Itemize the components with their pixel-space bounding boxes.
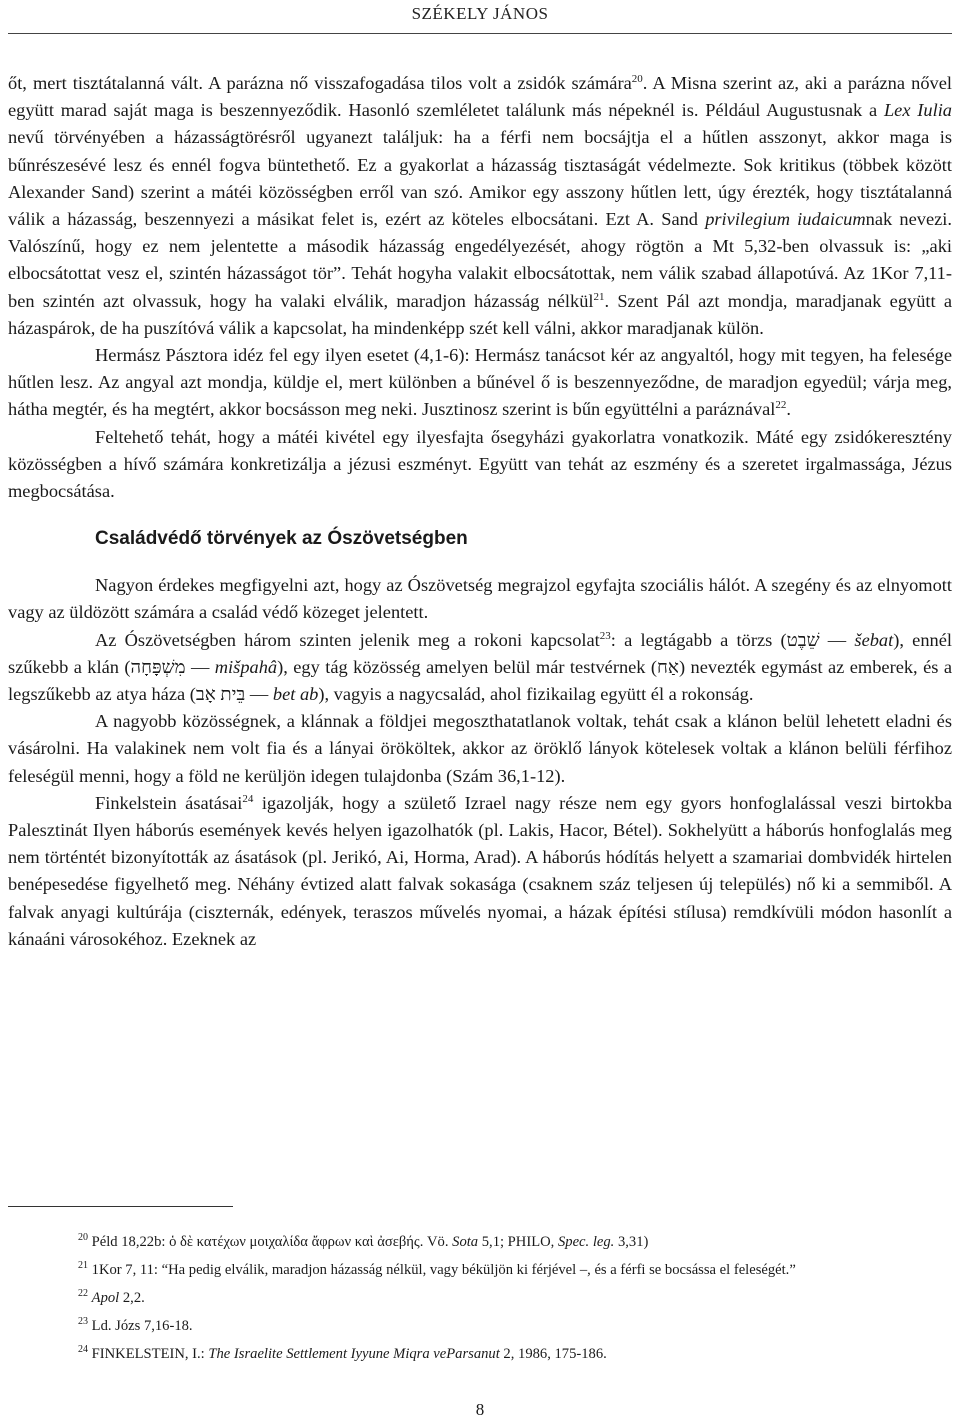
text-run: ), ennél szűkebb a klán ( <box>8 629 952 677</box>
text-run: nak nevezi. Valószínű, hogy ez nem jelentette a második házasság engedélyezését, ahogy rögtön a Mt 5,32-ben olvassuk is: „aki elbocsátottat vesz el, szintén házasságot tör”. Tehát hogyha valakit elbocsátottak, nem válik szabad állapotúvá. Az 1Kor 7,11-ben szintén azt olvassuk, hogy ha valaki elválik, maradjon házasság nélkül <box>8 209 952 311</box>
text-run: Finkelstein ásatásai <box>95 792 243 813</box>
paragraph <box>8 342 952 424</box>
header-rule <box>8 33 952 34</box>
text-run: 5,1; PHILO, <box>478 1234 558 1250</box>
text-run: igazolják, hogy a születő Izrael nagy része nem egy gyors honfoglalással veszi birtokba Palesztinát Ilyen háborús események kevés helyen igazolhatók (pl. Lakis, Hacor, Bétel). Sokhelyütt a háborús honfoglalás meg nem történtét bizonyították az ásatások (pl. Jerikó, Ai, Horma, Arad). A háborús hódítás helyett a szamariai dombvidék hirtelen benépesedése figyelhető meg. Néhány évtized alatt falvak sokasága (csaknem száz teljesen új település) nő ki a semmiből. A falvak anyagi kultúrája (ciszternák, edények, teraszos művelés nyomai, a házak építési stílusa) remdkívüli módon hasonlít a kánaáni városokéhoz. Ezeknek az <box>8 792 953 949</box>
footnote-number: 23 <box>78 1316 88 1328</box>
footnote-ref[interactable]: 22 <box>775 399 787 412</box>
text-run: Az Ószövetségben három szinten jelenik meg a rokoni kapcsolat <box>95 629 600 650</box>
footnote-number: 24 <box>78 1344 88 1356</box>
text-run: — <box>819 629 855 650</box>
transliteration: bet ab <box>272 684 319 705</box>
text-run: Péld 18,22b: <box>88 1234 170 1250</box>
text-run: A nagyobb közösségnek, a klánnak a földjei megoszthatatlanok voltak, tehát csak a klánon belül lehetett eladni és vásárolni. Ha valakinek nem volt fia és a lányai örököltek, akkor az öröklő lányok kötelesek voltak a klánon belüli férfihoz feleségül menni, hogy a föld ne kerüljön idegen tulajdonba (Szám 36,1-12). <box>8 711 952 786</box>
text-run: . Vö. <box>419 1234 453 1250</box>
footnote-23 <box>8 1316 952 1337</box>
running-head: SZÉKELY JÁNOS <box>411 4 549 23</box>
text-run: ) nevezték egymást az emberek, és a legszűkebb az atya háza ( <box>8 656 952 705</box>
text-run: . Szent Pál azt mondja, maradjanak együtt a házaspárok, de ha puszítóvá válik a kapcsolat, ha mindenképp szét kell válni, akkor maradjanak külön. <box>8 290 952 338</box>
text-run: Nagyon érdekes megfigyelni azt, hogy az Ószövetség megrajzol egyfajta szociális hálót. A szegény és az elnyomott vagy az üldözött számára a család védő közeget jelentett. <box>8 575 952 623</box>
footnote-ref[interactable]: 20 <box>631 72 643 85</box>
footnote-number: 20 <box>78 1232 88 1244</box>
text-run: Hermász Pásztora idéz fel egy ilyen esetet (4,1-6): Hermász tanácsot kér az angyaltól, hogy mit tegyen, ha felesége hűtlen lesz. Az angyal azt mondja, küldje el, mert különben a bűnével ő is beszennyeződne, de maradjon egyedül; várja meg, hátha megtér, és ha megtért, akkor bocsásson meg neki. Jusztinosz szerint is bűn együttélni a paráznával <box>8 345 952 420</box>
footnote-21 <box>8 1260 952 1281</box>
footnote-24 <box>8 1344 952 1365</box>
footnote-20 <box>8 1232 952 1253</box>
text-run: — <box>245 684 273 705</box>
text-run: FINKELSTEIN, I.: <box>88 1346 209 1362</box>
body-text <box>8 70 952 953</box>
paragraph <box>8 424 952 506</box>
italic-term: Apol <box>91 1290 120 1306</box>
text-run: nevű törvényében a házasságtörésről ugyanezt találjuk: ha a férfi nem bocsájtja el a hűtlen asszonyt, akkor maga is bűnrészesévé lesz és ennél fogva büntethető. Ez a gyakorlat a házasság tisztaságát védelmezte. Sok kritikus (többek között Alexander Sand) szerint a mátéi közösségben erről van szó. Amikor egy asszony hűtlen lett, úgy érezték, hogy tisztátalanná válik a házasság, beszennyezi a másikat felet is, ezért az köteles elbocsátani. Ezt A. Sand <box>8 127 952 230</box>
paragraph <box>8 70 952 342</box>
footnote-ref[interactable]: 24 <box>242 792 254 805</box>
text-run: ), egy tág közösség amelyen belül már testvérnek ( <box>277 656 658 677</box>
text-run: : a legtágabb a törzs ( <box>610 629 787 650</box>
text-run: . <box>786 399 791 420</box>
paragraph <box>8 572 952 626</box>
paragraph <box>8 708 952 790</box>
transliteration: šebat <box>854 629 894 650</box>
paragraph <box>8 627 952 709</box>
italic-term: privilegium iudaicum <box>705 209 866 230</box>
text-run: ), vagyis a nagycsalád, ahol fizikailag együtt él a rokonság. <box>318 684 754 705</box>
footnote-number: 22 <box>78 1288 88 1300</box>
text-run: 1Kor 7, 11: “Ha pedig elválik, maradjon házasság nélkül, vagy béküljön ki férjével –, és a férfi se bocsássa el feleségét.” <box>88 1262 796 1278</box>
hebrew-word: שֵׁבֶט <box>786 629 820 650</box>
footnotes <box>8 1232 952 1372</box>
text-run: Ld. Józs 7,16-18. <box>88 1318 193 1334</box>
text-run: — <box>185 656 215 677</box>
section-heading: Családvédő törvények az Ószövetségben <box>95 528 468 550</box>
text-run: 2,2. <box>119 1290 145 1306</box>
italic-title: The Israelite Settlement Iyyune Miqra veParsanut <box>208 1346 500 1362</box>
footnote-number: 21 <box>78 1260 88 1272</box>
italic-term: Spec. leg. <box>557 1234 615 1250</box>
footnote-ref[interactable]: 23 <box>599 629 611 642</box>
footnote-rule <box>8 1206 233 1207</box>
text-run: 2, 1986, 175-186. <box>499 1346 607 1362</box>
page-number: 8 <box>475 1400 485 1419</box>
footnote-22 <box>8 1288 952 1309</box>
text-run: . A Misna szerint az, aki a parázna nővel együtt marad saját maga is beszennyeződik. Hasonló szemléletet találunk más népeknél is. Például Augustusnak a <box>8 73 952 121</box>
greek-quote: ὁ δὲ κατέχων μοιχαλίδα ἄφρων καὶ ἀσεβής <box>169 1234 420 1250</box>
hebrew-word: אַח <box>657 656 679 677</box>
transliteration: mišpahâ <box>214 656 278 677</box>
text-run: őt, mert tisztátalanná vált. A parázna nő visszafogadása tilos volt a zsidók számára <box>8 73 632 93</box>
text-run: Feltehető tehát, hogy a mátéi kivétel egy ilyesfajta ősegyházi gyakorlatra vonatkozik. Máté egy zsidókeresztény közösségben a hívő számára konkretizálja a jézusi eszményt. Együtt van tehát az eszmény és a szeretet irgalmassága, Jézus megbocsátása. <box>8 426 952 502</box>
footnote-ref[interactable]: 21 <box>593 290 605 303</box>
italic-term: Sota <box>452 1234 479 1250</box>
italic-term: Lex Iulia <box>883 100 953 121</box>
hebrew-word: מִשְׁפָּחָה <box>130 656 186 677</box>
text-run: 3,31) <box>614 1234 649 1250</box>
hebrew-word: בֵּית אָב <box>195 684 246 705</box>
paragraph <box>8 790 952 953</box>
